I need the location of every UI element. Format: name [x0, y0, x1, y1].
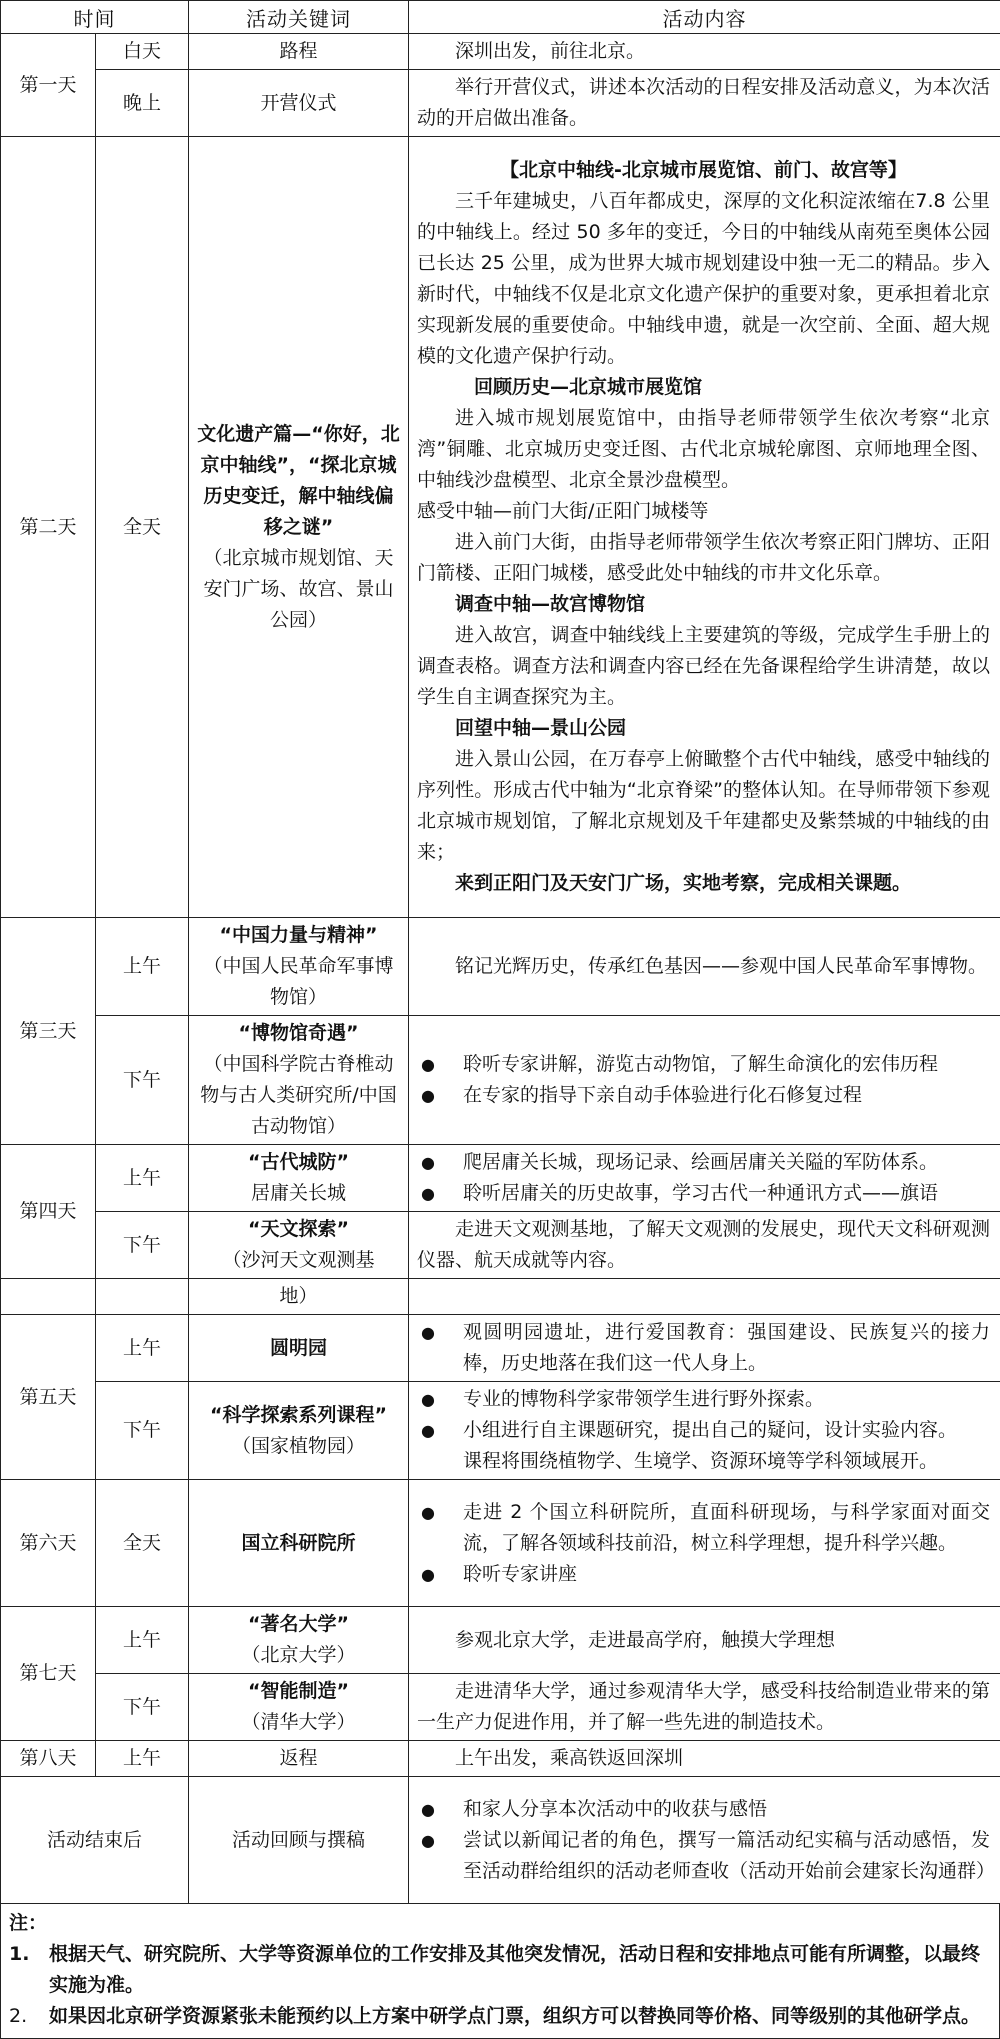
note-number: 2.	[9, 2001, 49, 2032]
day-label: 第三天	[1, 918, 96, 1145]
notes-section	[0, 1904, 1000, 2039]
keyword-title: “著名大学”	[248, 1613, 349, 1635]
note-item	[9, 1939, 989, 2001]
header-time: 时间	[1, 1, 189, 34]
note-text: 如果因北京研学资源紧张未能预约以上方案中研学点门票，组织方可以替换同等价格、同等级别的其他研学点。	[49, 2001, 980, 2032]
sub-heading: 感受中轴—前门大街/正阳门城楼等	[417, 496, 990, 527]
keyword-title: “科学探索系列课程”	[210, 1404, 387, 1426]
content-cell	[409, 70, 1000, 137]
content-cell	[409, 1674, 1000, 1741]
content-text: 举行开营仪式，讲述本次活动的日程安排及活动意义，为本次活动的开启做出准备。	[417, 72, 990, 134]
day-label: 第四天	[1, 1145, 96, 1279]
bullet-list	[417, 1147, 990, 1209]
empty-cell	[1, 1279, 96, 1315]
table-row	[1, 1382, 1000, 1480]
period-cell: 上午	[96, 1741, 189, 1777]
keyword-location: 居庸关长城	[195, 1178, 402, 1209]
content-text: 铭记光辉历史，传承红色基因——参观中国人民革命军事博物。	[417, 951, 990, 982]
content-text: 参观北京大学，走进最高学府，触摸大学理想	[417, 1625, 990, 1656]
keyword-location: （北京大学）	[195, 1640, 402, 1671]
period-cell: 晚上	[96, 70, 189, 137]
notes-title: 注：	[9, 1908, 989, 1939]
after-label: 活动结束后	[1, 1777, 189, 1904]
table-row	[1, 1016, 1000, 1145]
paragraph: 进入前门大街，由指导老师带领学生依次考察正阳门牌坊、正阳门箭楼、正阳门城楼，感受此处中轴线的市井文化乐章。	[417, 527, 990, 589]
header-content: 活动内容	[409, 1, 1000, 34]
table-row	[1, 70, 1000, 137]
keyword-cell	[189, 1315, 409, 1382]
table-row	[1, 1777, 1000, 1904]
sub-heading: 来到正阳门及天安门广场，实地考察，完成相关课题。	[417, 868, 990, 899]
content-cell	[409, 1382, 1000, 1480]
content-text: 走进天文观测基地，了解天文观测的发展史，现代天文科研观测仪器、航天成就等内容。	[417, 1214, 990, 1276]
keyword-cell	[189, 1382, 409, 1480]
keyword-location: （中国科学院古脊椎动物与古人类研究所/中国古动物馆）	[195, 1049, 402, 1142]
period-cell: 上午	[96, 918, 189, 1016]
table-row	[1, 1674, 1000, 1741]
note-number: 1.	[9, 1939, 49, 2001]
day-label: 第五天	[1, 1315, 96, 1480]
keyword-overflow: 地）	[189, 1279, 409, 1315]
keyword-cell: 活动回顾与撰稿	[189, 1777, 409, 1904]
bullet-list	[417, 1384, 990, 1446]
keyword-title: 圆明园	[270, 1337, 327, 1359]
keyword-location: （沙河天文观测基	[195, 1245, 402, 1276]
list-item: ● 在专家的指导下亲自动手体验进行化石修复过程	[417, 1080, 990, 1111]
note-text: 根据天气、研究院所、大学等资源单位的工作安排及其他突发情况，活动日程和安排地点可能有所调整，以最终实施为准。	[49, 1939, 989, 2001]
period-cell: 上午	[96, 1145, 189, 1212]
period-cell: 下午	[96, 1674, 189, 1741]
day-label: 第六天	[1, 1480, 96, 1607]
content-text: 课程将围绕植物学、生境学、资源环境等学科领域展开。	[417, 1446, 990, 1477]
period-cell: 上午	[96, 1607, 189, 1674]
keyword-title: “古代城防”	[248, 1151, 349, 1173]
day-label: 第八天	[1, 1741, 96, 1777]
content-cell	[409, 137, 1000, 918]
keyword-cell	[189, 918, 409, 1016]
empty-cell	[96, 1279, 189, 1315]
content-cell	[409, 918, 1000, 1016]
empty-cell	[409, 1279, 1000, 1315]
keyword-title: 文化遗产篇—“你好，北京中轴线”，“探北京城历史变迁，解中轴线偏移之谜”	[197, 423, 400, 538]
list-item: ● 小组进行自主课题研究，提出自己的疑问，设计实验内容。	[417, 1415, 990, 1446]
keyword-cell	[189, 1480, 409, 1607]
list-item: ● 聆听居庸关的历史故事，学习古代一种通讯方式——旗语	[417, 1178, 990, 1209]
section-title: 【北京中轴线-北京城市展览馆、前门、故宫等】	[417, 155, 990, 186]
keyword-cell: 路程	[189, 34, 409, 70]
period-cell: 下午	[96, 1212, 189, 1279]
keyword-cell: 返程	[189, 1741, 409, 1777]
content-cell	[409, 1741, 1000, 1777]
content-text: 上午出发，乘高铁返回深圳	[417, 1743, 990, 1774]
paragraph: 进入故宫，调查中轴线线上主要建筑的等级，完成学生手册上的调查表格。调查方法和调查内容已经在先备课程给学生讲清楚，故以学生自主调查探究为主。	[417, 620, 990, 713]
bullet-list	[417, 1794, 990, 1887]
table-row	[1, 1480, 1000, 1607]
table-row	[1, 1212, 1000, 1279]
list-item: ● 尝试以新闻记者的角色，撰写一篇活动纪实稿与活动感悟，发至活动群给组织的活动老师查收（活动开始前会建家长沟通群）	[417, 1825, 990, 1887]
keyword-cell	[189, 1607, 409, 1674]
keyword-title: “智能制造”	[248, 1680, 349, 1702]
content-text: 深圳出发，前往北京。	[417, 36, 990, 67]
content-cell	[409, 34, 1000, 70]
keyword-cell: 开营仪式	[189, 70, 409, 137]
keyword-title: “天文探索”	[248, 1218, 349, 1240]
list-item: ● 走进 2 个国立科研院所，直面科研现场，与科学家面对面交流，了解各领域科技前沿，树立科学理想，提升科学兴趣。	[417, 1497, 990, 1559]
day-label: 第一天	[1, 34, 96, 137]
keyword-cell	[189, 1145, 409, 1212]
content-text: 走进清华大学，通过参观清华大学，感受科技给制造业带来的第一生产力促进作用，并了解一些先进的制造技术。	[417, 1676, 990, 1738]
sub-heading: 回望中轴—景山公园	[417, 713, 990, 744]
bullet-list	[417, 1049, 990, 1111]
list-item: ● 聆听专家讲座	[417, 1559, 990, 1590]
sub-heading: 回顾历史—北京城市展览馆	[417, 372, 990, 403]
content-cell	[409, 1777, 1000, 1904]
table-row	[1, 1607, 1000, 1674]
bullet-list	[417, 1317, 990, 1379]
paragraph: 进入景山公园，在万春亭上俯瞰整个古代中轴线，感受中轴线的序列性。形成古代中轴为“北京脊梁”的整体认知。在导师带领下参观北京城市规划馆，了解北京规划及千年建都史及紫禁城的中轴线的由来；	[417, 744, 990, 868]
period-cell: 下午	[96, 1382, 189, 1480]
keyword-title: 国立科研院所	[241, 1532, 355, 1554]
bullet-list	[417, 1497, 990, 1590]
day-label: 第二天	[1, 137, 96, 918]
period-cell: 白天	[96, 34, 189, 70]
period-cell: 上午	[96, 1315, 189, 1382]
note-item	[9, 2001, 989, 2032]
table-row	[1, 1741, 1000, 1777]
table-row	[1, 34, 1000, 70]
content-cell	[409, 1145, 1000, 1212]
period-cell: 下午	[96, 1016, 189, 1145]
content-cell	[409, 1212, 1000, 1279]
table-row	[1, 1279, 1000, 1315]
period-cell: 全天	[96, 137, 189, 918]
keyword-location: （清华大学）	[195, 1707, 402, 1738]
keyword-cell	[189, 1016, 409, 1145]
keyword-location: （中国人民革命军事博物馆）	[195, 951, 402, 1013]
day-label: 第七天	[1, 1607, 96, 1741]
table-row	[1, 1315, 1000, 1382]
keyword-cell	[189, 1674, 409, 1741]
table-header-row	[1, 1, 1000, 34]
list-item: ● 专业的博物科学家带领学生进行野外探索。	[417, 1384, 990, 1415]
table-row	[1, 137, 1000, 918]
keyword-title: “中国力量与精神”	[220, 924, 378, 946]
intro-paragraph: 三千年建城史，八百年都成史，深厚的文化积淀浓缩在7.8 公里的中轴线上。经过 50 多年的变迁，今日的中轴线从南苑至奥体公园已长达 25 公里，成为世界大城市规划建设中独一无二的精品。步入新时代，中轴线不仅是北京文化遗产保护的重要对象，更承担着北京实现新发展的重要使命。中轴线申遗，就是一次空前、全面、超大规模的文化遗产保护行动。	[417, 186, 990, 372]
list-item: ● 观圆明园遗址，进行爱国教育：强国建设、民族复兴的接力棒，历史地落在我们这一代人身上。	[417, 1317, 990, 1379]
content-cell	[409, 1016, 1000, 1145]
header-keyword: 活动关键词	[189, 1, 409, 34]
list-item: ● 和家人分享本次活动中的收获与感悟	[417, 1794, 990, 1825]
content-cell	[409, 1607, 1000, 1674]
keyword-title: “博物馆奇遇”	[239, 1022, 359, 1044]
list-item: ● 聆听专家讲解，游览古动物馆，了解生命演化的宏伟历程	[417, 1049, 990, 1080]
content-cell	[409, 1315, 1000, 1382]
period-cell: 全天	[96, 1480, 189, 1607]
content-cell	[409, 1480, 1000, 1607]
keyword-location: （国家植物园）	[195, 1431, 402, 1462]
paragraph: 进入城市规划展览馆中，由指导老师带领学生依次考察“北京湾”铜雕、北京城历史变迁图、古代北京城轮廓图、京师地理全图、中轴线沙盘模型、北京全景沙盘模型。	[417, 403, 990, 496]
keyword-cell	[189, 137, 409, 918]
table-row	[1, 1145, 1000, 1212]
keyword-cell	[189, 1212, 409, 1279]
keyword-location: （北京城市规划馆、天安门广场、故宫、景山公园）	[195, 543, 402, 636]
table-row	[1, 918, 1000, 1016]
list-item: ● 爬居庸关长城，现场记录、绘画居庸关关隘的军防体系。	[417, 1147, 990, 1178]
sub-heading: 调查中轴—故宫博物馆	[417, 589, 990, 620]
